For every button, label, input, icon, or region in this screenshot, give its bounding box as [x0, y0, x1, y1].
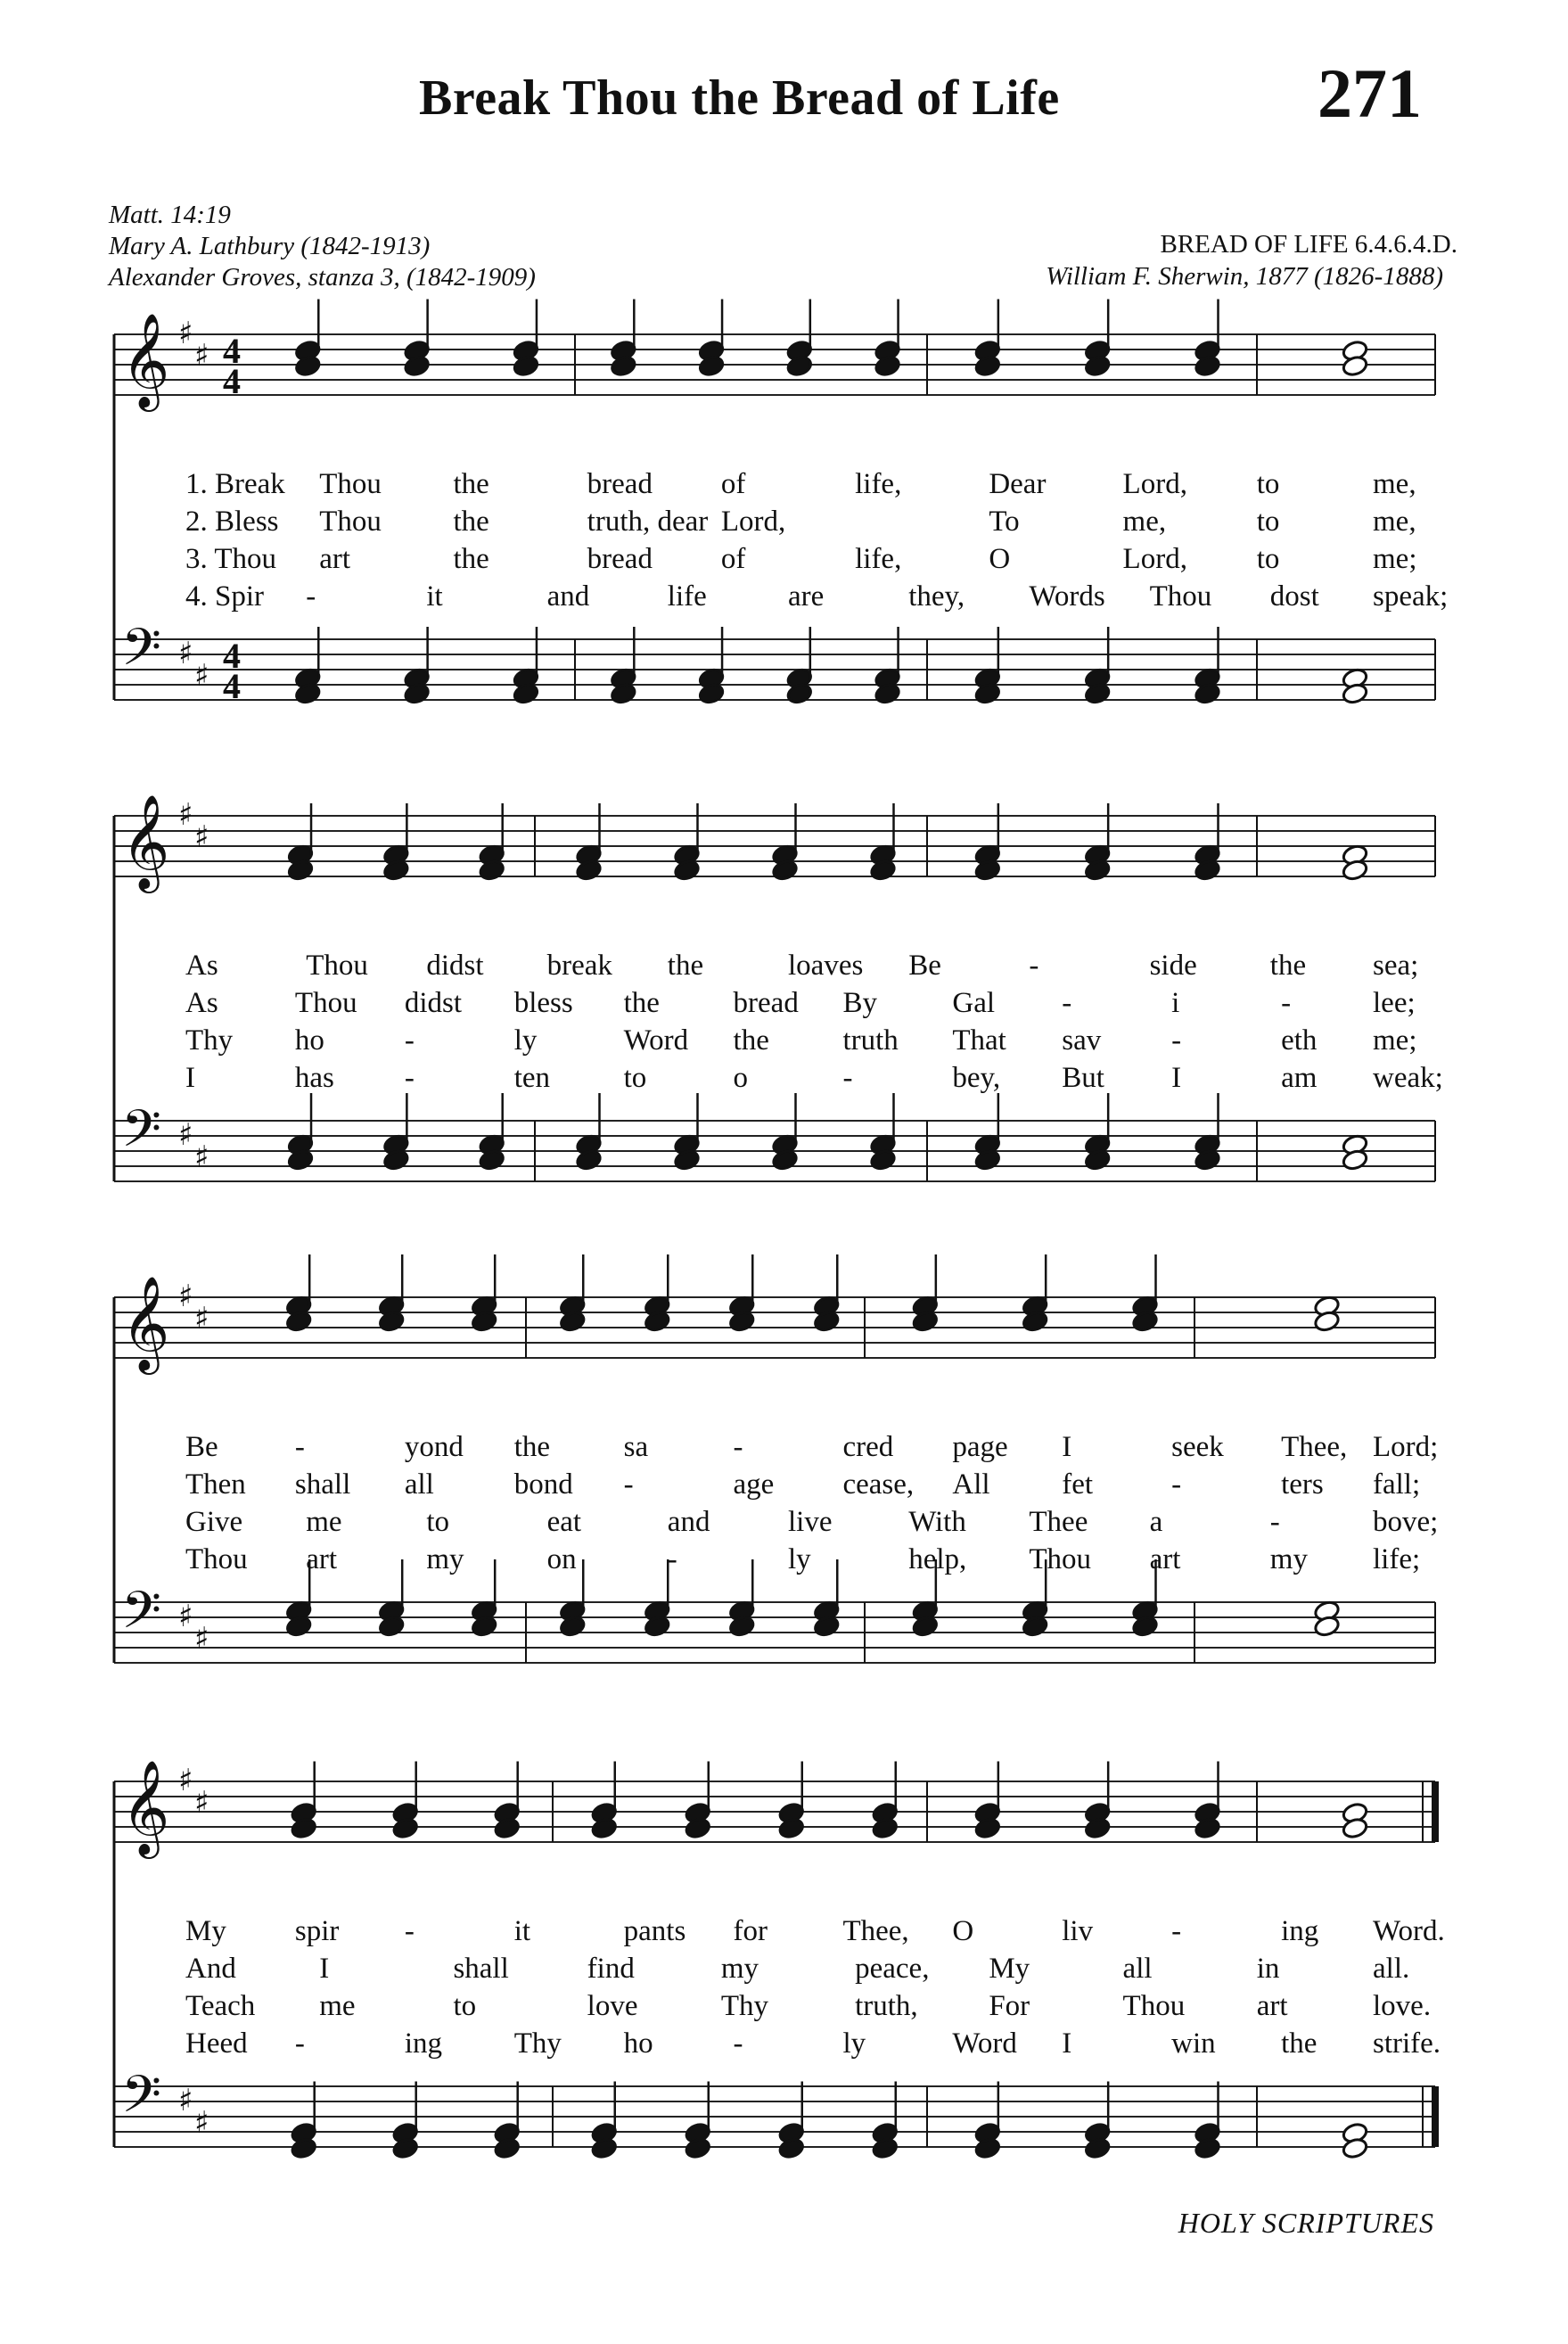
lyric-syllable: Word: [952, 2027, 1017, 2060]
lyric-syllable: me,: [1373, 468, 1416, 500]
lyric-syllable: to: [1256, 468, 1280, 500]
lyric-syllable: Be: [185, 1431, 218, 1463]
topical-category: HOLY SCRIPTURES: [1178, 2207, 1434, 2239]
lyric-syllable: shall: [453, 1953, 509, 1985]
lyric-syllable: to: [453, 1990, 477, 2022]
lyric-syllable: 2. Bless: [185, 506, 279, 538]
lyric-syllable: By: [842, 987, 877, 1019]
lyric-syllable: side: [1149, 950, 1197, 982]
lyric-syllable: bove;: [1373, 1506, 1439, 1538]
lyric-syllable: the: [623, 987, 660, 1019]
sharp-sign: ♯: [194, 819, 209, 855]
lyric-syllable: pants: [623, 1915, 686, 1947]
lyric-syllable: it: [426, 580, 443, 613]
treble-clef: 𝄞: [121, 1275, 170, 1370]
lyric-syllable: All: [952, 1468, 990, 1501]
sharp-sign: ♯: [194, 1301, 209, 1336]
lyric-syllable: Thou: [294, 987, 357, 1019]
lyric-syllable: all: [404, 1468, 434, 1501]
bass-clef: 𝄢: [121, 1580, 162, 1653]
lyric-syllable: Thou: [185, 1543, 248, 1575]
lyric-syllable: ly: [842, 2027, 866, 2060]
lyric-syllable: all.: [1373, 1953, 1410, 1985]
lyric-syllable: sa: [623, 1431, 649, 1463]
sharp-sign: ♯: [178, 2083, 193, 2118]
lyric-syllable: I: [1062, 2027, 1072, 2060]
treble-clef: 𝄞: [121, 312, 170, 407]
lyric-syllable: of: [720, 468, 746, 500]
lyric-syllable: Thou: [1122, 1990, 1186, 2022]
lyric-syllable: Lord,: [1122, 468, 1187, 500]
lyric-syllable: my: [1269, 1543, 1308, 1575]
lyric-syllable: -: [404, 1062, 415, 1094]
lyric-syllable: life;: [1373, 1543, 1421, 1575]
lyric-syllable: to: [426, 1506, 450, 1538]
scripture-reference: Matt. 14:19: [109, 201, 231, 229]
lyric-syllable: win: [1171, 2027, 1216, 2060]
lyric-syllable: art: [1149, 1543, 1181, 1575]
lyric-syllable: shall: [294, 1468, 351, 1501]
lyric-syllable: me: [319, 1990, 356, 2022]
lyric-syllable: fall;: [1373, 1468, 1421, 1501]
lyric-syllable: Thy: [513, 2027, 562, 2060]
lyric-syllable: peace,: [855, 1953, 930, 1985]
lyric-syllable: me;: [1373, 1024, 1417, 1057]
sharp-sign: ♯: [178, 316, 193, 351]
lyric-syllable: -: [1281, 987, 1292, 1019]
lyric-syllable: Thy: [185, 1024, 234, 1057]
lyric-syllable: Lord,: [720, 506, 786, 538]
time-signature-digit: 4: [223, 636, 241, 676]
sharp-sign: ♯: [194, 658, 209, 694]
sharp-sign: ♯: [178, 1763, 193, 1798]
lyric-syllable: all: [1122, 1953, 1153, 1985]
lyric-syllable: has: [294, 1062, 334, 1094]
lyric-syllable: -: [1029, 950, 1039, 982]
lyric-syllable: Thy: [720, 1990, 769, 2022]
lyric-syllable: my: [720, 1953, 759, 1985]
lyric-syllable: -: [1171, 1915, 1182, 1947]
lyric-syllable: -: [404, 1915, 415, 1947]
lyric-syllable: dost: [1269, 580, 1319, 613]
text-author: Mary A. Lathbury (1842-1913): [109, 232, 431, 260]
lyric-syllable: my: [426, 1543, 464, 1575]
lyric-syllable: sea;: [1373, 950, 1419, 982]
lyric-syllable: Heed: [185, 2027, 248, 2060]
lyric-syllable: -: [623, 1468, 634, 1501]
lyric-syllable: Thee,: [1281, 1431, 1348, 1463]
lyric-syllable: they,: [908, 580, 965, 613]
lyric-syllable: -: [667, 1543, 677, 1575]
lyric-syllable: i: [1171, 987, 1180, 1019]
lyric-syllable: Thee,: [842, 1915, 909, 1947]
sharp-sign: ♯: [194, 1785, 209, 1821]
lyric-syllable: Lord;: [1373, 1431, 1439, 1463]
lyric-syllable: Thou: [319, 506, 382, 538]
lyric-syllable: cease,: [842, 1468, 915, 1501]
lyric-syllable: a: [1149, 1506, 1163, 1538]
lyric-syllable: -: [294, 2027, 305, 2060]
lyric-syllable: liv: [1062, 1915, 1094, 1947]
sharp-sign: ♯: [194, 2105, 209, 2141]
hymn-number: 271: [1318, 54, 1422, 132]
lyric-syllable: Dear: [989, 468, 1047, 500]
lyric-syllable: ing: [1281, 1915, 1319, 1947]
lyric-syllable: ho: [623, 2027, 653, 2060]
lyric-syllable: age: [733, 1468, 775, 1501]
lyric-syllable: speak;: [1373, 580, 1449, 613]
lyric-syllable: ly: [788, 1543, 811, 1575]
lyric-syllable: I: [1062, 1431, 1072, 1463]
lyric-syllable: ho: [294, 1024, 324, 1057]
lyric-syllable: -: [1171, 1468, 1182, 1501]
lyric-syllable: didst: [404, 987, 462, 1019]
lyric-syllable: cred: [842, 1431, 894, 1463]
lyric-syllable: But: [1062, 1062, 1104, 1094]
bass-clef: 𝄢: [121, 2064, 162, 2137]
lyric-syllable: love: [587, 1990, 638, 2022]
lyric-syllable: the: [667, 950, 704, 982]
lyric-syllable: me: [306, 1506, 342, 1538]
lyric-syllable: Gal: [952, 987, 996, 1019]
sharp-sign: ♯: [194, 1621, 209, 1657]
lyric-syllable: for: [733, 1915, 768, 1947]
lyric-syllable: the: [453, 543, 489, 575]
sharp-sign: ♯: [194, 1139, 209, 1175]
lyric-syllable: Thou: [319, 468, 382, 500]
lyric-syllable: art: [1256, 1990, 1288, 2022]
lyric-syllable: the: [1269, 950, 1307, 982]
lyric-syllable: With: [908, 1506, 966, 1538]
lyric-syllable: bread: [733, 987, 799, 1019]
lyric-syllable: fet: [1062, 1468, 1094, 1501]
lyric-syllable: me,: [1373, 506, 1416, 538]
treble-clef: 𝄞: [121, 1759, 170, 1855]
lyric-syllable: it: [513, 1915, 531, 1947]
lyric-syllable: Word: [623, 1024, 689, 1057]
lyric-syllable: and: [546, 580, 590, 613]
lyric-syllable: ten: [513, 1062, 551, 1094]
lyric-syllable: the: [453, 506, 489, 538]
lyric-syllable: bond: [513, 1468, 573, 1501]
lyric-syllable: O: [989, 543, 1011, 575]
lyric-syllable: find: [587, 1953, 635, 1985]
lyric-syllable: To: [989, 506, 1020, 538]
lyric-syllable: -: [842, 1062, 853, 1094]
lyric-syllable: love.: [1373, 1990, 1432, 2022]
lyric-syllable: to: [1256, 506, 1280, 538]
lyric-syllable: My: [989, 1953, 1030, 1985]
lyric-syllable: the: [733, 1024, 769, 1057]
lyric-syllable: -: [733, 2027, 743, 2060]
lyric-syllable: Thee: [1029, 1506, 1088, 1538]
lyric-syllable: -: [404, 1024, 415, 1057]
lyric-syllable: life,: [855, 543, 902, 575]
lyric-syllable: eth: [1281, 1024, 1318, 1057]
lyric-syllable: yond: [404, 1431, 464, 1463]
lyric-syllable: me,: [1122, 506, 1167, 538]
lyric-syllable: 3. Thou: [185, 543, 277, 575]
lyric-syllable: ing: [404, 2027, 442, 2060]
time-signature-digit: 4: [223, 666, 241, 706]
lyric-syllable: -: [306, 580, 316, 613]
lyric-syllable: of: [720, 543, 746, 575]
lyric-syllable: life: [667, 580, 707, 613]
lyric-syllable: break: [546, 950, 612, 982]
lyric-syllable: For: [989, 1990, 1030, 2022]
lyric-syllable: Lord,: [1122, 543, 1187, 575]
sharp-sign: ♯: [194, 338, 209, 374]
lyric-syllable: I: [185, 1062, 195, 1094]
lyric-syllable: truth: [842, 1024, 899, 1057]
lyric-syllable: bread: [587, 468, 653, 500]
lyric-syllable: -: [733, 1431, 743, 1463]
lyric-syllable: strife.: [1373, 2027, 1441, 2060]
lyric-syllable: sav: [1062, 1024, 1102, 1057]
text-author-stanza3: Alexander Groves, stanza 3, (1842-1909): [109, 263, 536, 292]
lyric-syllable: seek: [1171, 1431, 1224, 1463]
lyric-syllable: the: [453, 468, 489, 500]
lyric-syllable: the: [1281, 2027, 1318, 2060]
lyric-syllable: help,: [908, 1543, 967, 1575]
lyric-syllable: on: [546, 1543, 577, 1575]
lyric-syllable: eat: [546, 1506, 582, 1538]
lyric-syllable: to: [1256, 543, 1280, 575]
lyric-syllable: Thou: [1149, 580, 1212, 613]
time-signature-digit: 4: [223, 361, 241, 401]
lyric-syllable: My: [185, 1915, 226, 1947]
lyric-syllable: art: [319, 543, 351, 575]
treble-clef: 𝄞: [121, 794, 170, 889]
sharp-sign: ♯: [178, 1279, 193, 1314]
lyric-syllable: lee;: [1373, 987, 1416, 1019]
lyric-syllable: the: [513, 1431, 551, 1463]
lyric-syllable: ters: [1281, 1468, 1324, 1501]
lyric-syllable: Teach: [185, 1990, 256, 2022]
hymn-title: Break Thou the Bread of Life: [419, 70, 1060, 126]
bass-clef: 𝄢: [121, 1098, 162, 1172]
lyric-syllable: spir: [294, 1915, 340, 1947]
lyric-syllable: I: [1171, 1062, 1182, 1094]
lyric-syllable: Words: [1029, 580, 1105, 613]
composer-credit: William F. Sherwin, 1877 (1826-1888): [1046, 262, 1443, 291]
lyric-syllable: 4. Spir: [185, 580, 265, 613]
lyric-syllable: Then: [185, 1468, 246, 1501]
lyric-syllable: Give: [185, 1506, 243, 1538]
lyric-syllable: o: [733, 1062, 749, 1094]
tune-name: BREAD OF LIFE 6.4.6.4.D.: [1160, 230, 1457, 259]
lyric-syllable: Word.: [1373, 1915, 1445, 1947]
lyric-syllable: -: [1171, 1024, 1182, 1057]
lyric-syllable: loaves: [788, 950, 864, 982]
lyric-syllable: As: [185, 950, 218, 982]
lyric-syllable: -: [1269, 1506, 1280, 1538]
lyric-syllable: That: [952, 1024, 1006, 1057]
lyric-syllable: live: [788, 1506, 833, 1538]
lyric-syllable: to: [623, 1062, 647, 1094]
lyric-syllable: in: [1256, 1953, 1280, 1985]
lyric-syllable: ly: [513, 1024, 538, 1057]
lyric-syllable: and: [667, 1506, 710, 1538]
lyric-syllable: didst: [426, 950, 484, 982]
lyric-syllable: am: [1281, 1062, 1318, 1094]
sharp-sign: ♯: [178, 1117, 193, 1153]
sharp-sign: ♯: [178, 1599, 193, 1634]
lyric-syllable: Thou: [306, 950, 368, 982]
bass-clef: 𝄢: [121, 617, 162, 690]
sharp-sign: ♯: [178, 797, 193, 833]
lyric-syllable: -: [1062, 987, 1072, 1019]
lyric-syllable: bread: [587, 543, 653, 575]
lyric-syllable: life,: [855, 468, 902, 500]
lyric-syllable: truth, dear: [587, 506, 709, 538]
lyric-syllable: O: [952, 1915, 974, 1947]
sharp-sign: ♯: [178, 636, 193, 671]
lyric-syllable: I: [319, 1953, 330, 1985]
lyric-syllable: truth,: [855, 1990, 918, 2022]
lyric-syllable: As: [185, 987, 218, 1019]
lyric-syllable: -: [294, 1431, 305, 1463]
lyric-syllable: are: [788, 580, 825, 613]
lyric-syllable: bey,: [952, 1062, 1001, 1094]
lyric-syllable: weak;: [1373, 1062, 1443, 1094]
lyric-syllable: art: [306, 1543, 337, 1575]
lyric-syllable: bless: [513, 987, 573, 1019]
lyric-syllable: page: [952, 1431, 1008, 1463]
lyric-syllable: me;: [1373, 543, 1417, 575]
lyric-syllable: 1. Break: [185, 468, 285, 500]
lyric-syllable: Thou: [1029, 1543, 1092, 1575]
time-signature-digit: 4: [223, 331, 241, 371]
lyric-syllable: Be: [908, 950, 941, 982]
lyric-syllable: And: [185, 1953, 236, 1985]
